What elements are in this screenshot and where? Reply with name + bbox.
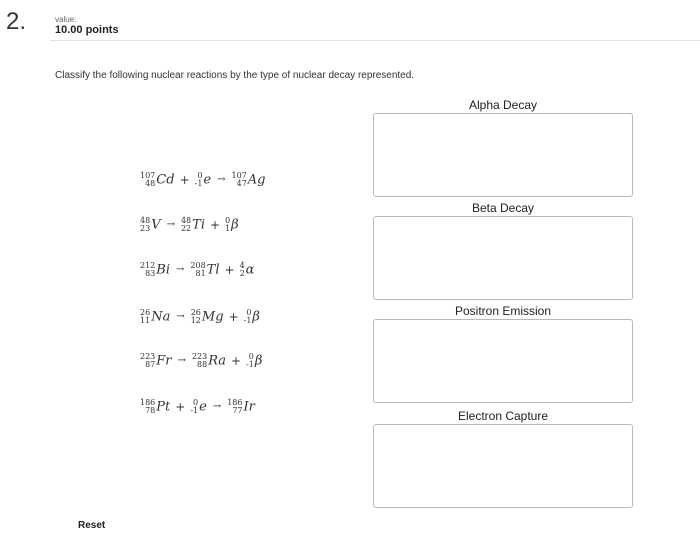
nuclide [140,399,170,415]
mass-number: 0 [193,398,199,407]
reaction-item-6[interactable] [140,399,255,415]
mass-number: 26 [140,308,151,317]
nuclide [227,399,255,415]
element-symbol: Mg [201,309,224,325]
dropzone-beta-decay[interactable] [373,216,633,300]
isotope-numbers [190,262,205,278]
atomic-number: 77 [232,406,243,415]
atomic-number: -1 [190,406,199,415]
plus-sign: + [228,310,239,324]
element-symbol: Ag [247,172,266,188]
nuclide [195,172,212,188]
element-symbol: β [252,309,260,325]
atomic-number: 23 [140,224,151,233]
dropzone-electron-capture[interactable] [373,424,633,508]
nuclide [240,262,255,278]
mass-number: 107 [231,171,247,180]
question-prompt: Classify the following nuclear reactions by the type of nuclear decay represented. [55,70,415,81]
element-symbol: Pt [156,399,171,415]
mass-number: 223 [191,352,208,361]
points-value: 10.00 points [55,24,119,36]
plus-sign: + [224,263,235,277]
plus-sign: + [175,400,186,414]
isotope-numbers [246,353,254,369]
isotope-numbers [244,309,252,325]
atomic-number: 87 [145,360,156,369]
nuclide [232,172,266,188]
nuclide [140,262,170,278]
header-divider [50,40,700,41]
plus-sign: + [179,173,190,187]
mass-number: 0 [197,171,203,180]
atomic-number: 88 [197,360,208,369]
plus-sign: + [210,218,221,232]
element-symbol: Ir [243,399,255,415]
element-symbol: Fr [156,353,172,369]
isotope-numbers [181,217,191,233]
mass-number: 223 [140,352,156,361]
element-symbol: Tl [206,262,220,278]
atomic-number: 12 [190,316,201,325]
isotope-numbers [240,262,245,278]
isotope-numbers [140,399,155,415]
element-symbol: e [203,172,212,188]
isotope-numbers [140,309,150,325]
nuclide [191,309,224,325]
mass-number: 0 [225,216,231,225]
element-symbol: β [231,217,239,233]
mass-number: 186 [140,398,156,407]
arrow-icon: → [177,355,186,366]
element-symbol: Cd [156,172,175,188]
atomic-number: 1 [225,224,231,233]
isotope-numbers [232,172,247,188]
atomic-number: 78 [145,406,156,415]
mass-number: 48 [180,216,192,225]
reaction-item-4[interactable] [140,309,260,325]
nuclide [190,399,207,415]
atomic-number: 48 [145,179,156,188]
arrow-icon: → [166,219,175,230]
category-label-electron-capture: Electron Capture [457,409,549,423]
mass-number: 4 [239,261,245,270]
element-symbol: e [199,399,207,415]
arrow-icon: → [217,174,226,185]
category-label-positron: Positron Emission [454,304,552,318]
dropzone-positron-emission[interactable] [373,319,633,403]
nuclide [246,353,262,369]
atomic-number: -1 [246,360,254,369]
plus-sign: + [231,354,242,368]
nuclide [140,353,172,369]
arrow-icon: → [212,401,222,412]
element-symbol: Bi [156,262,170,278]
mass-number: 212 [140,261,156,270]
category-label-alpha: Alpha Decay [468,98,538,112]
atomic-number: -1 [194,179,203,188]
element-symbol: Na [151,309,171,325]
isotope-numbers [192,353,207,369]
element-symbol: β [254,353,263,369]
mass-number: 0 [248,352,254,361]
nuclide [140,309,170,325]
category-label-beta: Beta Decay [471,201,535,215]
reaction-item-5[interactable] [140,353,262,369]
atomic-number: 47 [236,179,247,188]
atomic-number: 11 [140,316,151,325]
question-number: 2. [6,8,27,35]
isotope-numbers [191,309,201,325]
isotope-numbers [227,399,242,415]
nuclide [181,217,205,233]
mass-number: 48 [140,216,151,225]
element-symbol: Ti [192,217,205,233]
nuclide [244,309,260,325]
atomic-number: 83 [145,269,156,278]
reaction-item-1[interactable] [140,172,266,188]
element-symbol: α [245,262,255,278]
nuclide [190,262,219,278]
mass-number: 107 [140,171,156,180]
arrow-icon: → [176,311,185,322]
mass-number: 26 [190,308,201,317]
nuclide [140,217,161,233]
arrow-icon: → [176,264,185,275]
nuclide [140,172,175,188]
atomic-number: 2 [239,269,245,278]
reaction-item-2[interactable] [140,217,239,233]
element-symbol: Ra [208,353,227,369]
isotope-numbers [140,353,155,369]
isotope-numbers [190,399,198,415]
mass-number: 208 [190,261,206,270]
isotope-numbers [195,172,203,188]
isotope-numbers [225,217,230,233]
element-symbol: V [151,217,161,233]
reaction-item-3[interactable] [140,262,254,278]
isotope-numbers [140,262,155,278]
mass-number: 0 [246,308,252,317]
value-label: value: [55,15,77,24]
atomic-number: -1 [243,316,252,325]
atomic-number: 81 [195,269,206,278]
dropzone-alpha-decay[interactable] [373,113,633,197]
isotope-numbers [140,217,150,233]
reset-button[interactable]: Reset [78,520,106,531]
isotope-numbers [140,172,155,188]
atomic-number: 22 [180,224,192,233]
nuclide [192,353,226,369]
mass-number: 186 [227,398,243,407]
nuclide [225,217,239,233]
